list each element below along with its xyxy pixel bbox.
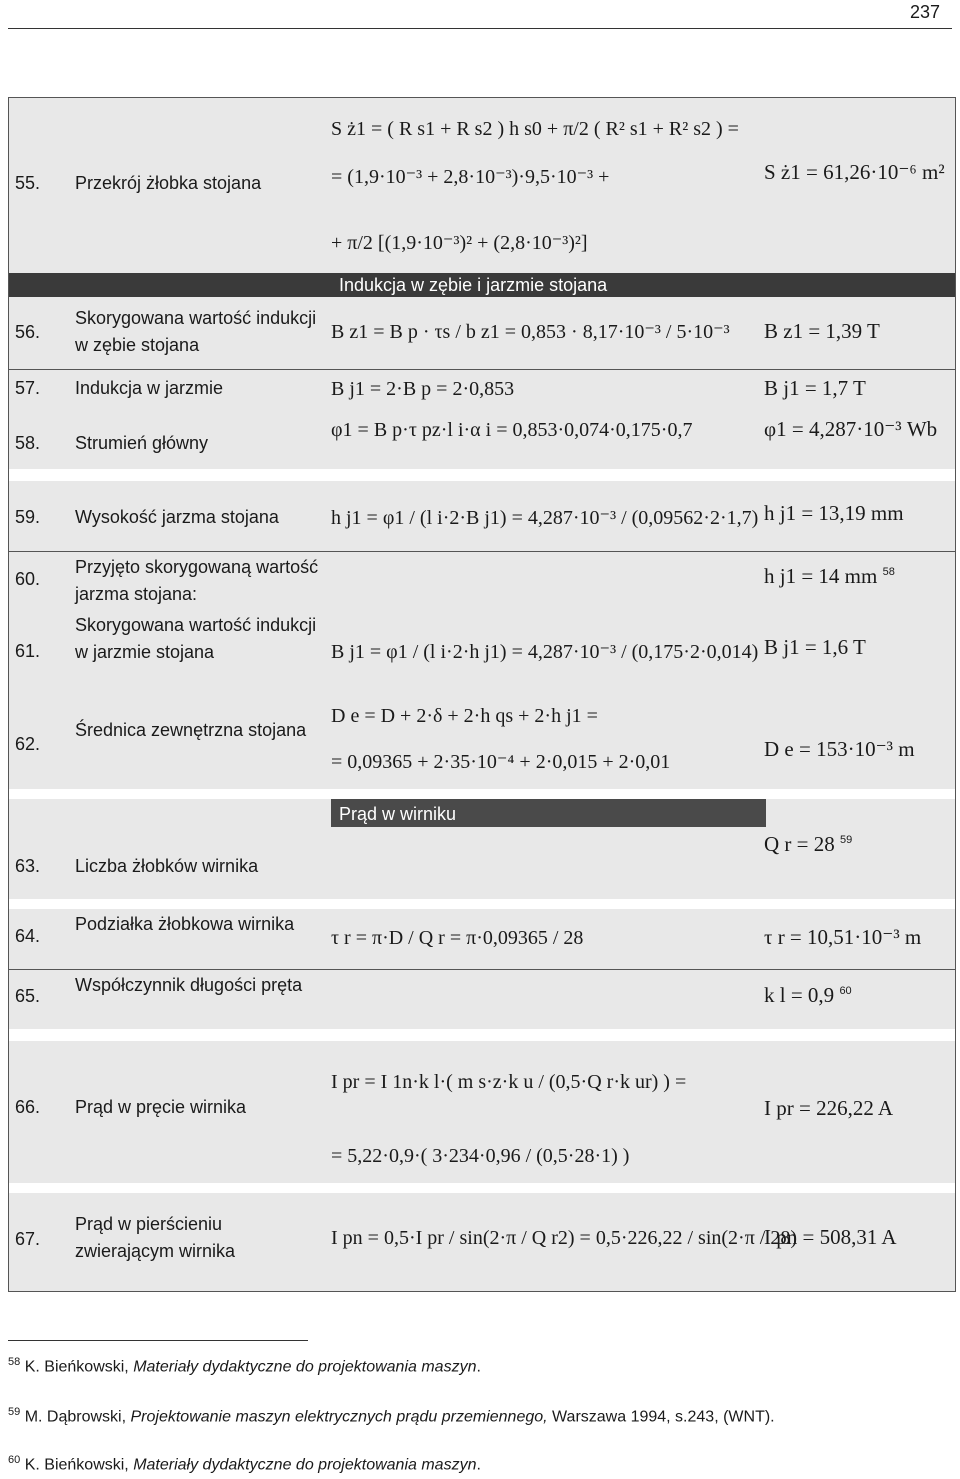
footnote <box>8 1402 775 1427</box>
footnote-author: K. Bieńkowski, <box>24 1456 134 1474</box>
footnote-author: M. Dąbrowski, <box>24 1408 131 1426</box>
formula-line: B z1 = B p · τs / b z1 = 0,853 · 8,17·10⁻³ / 5·10⁻³ <box>331 321 730 343</box>
table-row <box>9 1193 955 1290</box>
row-number: 56. <box>15 322 41 342</box>
footnote-author: K. Bieńkowski, <box>24 1358 134 1376</box>
footnote <box>8 1450 481 1475</box>
table-row <box>9 369 955 409</box>
row-formula <box>331 116 766 256</box>
formula-line: h j1 = φ1 / (l i·2·B j1) = 4,287·10⁻³ / (0,09562·2·1,7) <box>331 507 759 529</box>
row-formula <box>331 639 766 665</box>
row-number: 63. <box>15 856 41 876</box>
result-value: h j1 = 14 mm <box>764 564 878 588</box>
footnote <box>8 1352 481 1377</box>
table-row <box>9 969 955 1029</box>
row-name: Indukcja w jarzmie <box>75 378 224 398</box>
row-formula <box>331 1069 766 1169</box>
section-title: Indukcja w zębie i jarzmie stojana <box>339 275 608 295</box>
row-number: 58. <box>15 433 41 453</box>
calculation-table <box>8 97 956 1292</box>
table-row <box>9 609 955 699</box>
formula-line: = 0,09365 + 2·35·10⁻⁴ + 2·0,015 + 2·0,01 <box>331 751 671 773</box>
row-spacer <box>9 469 955 481</box>
formula-line: D e = D + 2·δ + 2·h qs + 2·h j1 = <box>331 705 598 727</box>
result-value: Q r = 28 <box>764 832 835 856</box>
footnote-ref: 58 <box>8 1356 21 1368</box>
table-row <box>9 409 955 469</box>
row-name: Podziałka żłobkowa wirnika <box>75 914 295 934</box>
table-row <box>9 699 955 789</box>
footnote-title: Projektowanie maszyn elektrycznych prądu przemiennego, <box>130 1408 548 1426</box>
row-number: 66. <box>15 1097 41 1117</box>
row-spacer <box>9 899 955 909</box>
row-name: Wysokość jarzma stojana <box>75 507 279 527</box>
formula-line: I pn = 0,5·I pr / sin(2·π / Q r2) = 0,5·226,22 / sin(2·π / 28) <box>331 1227 798 1249</box>
section-title: Prąd w wirniku <box>339 804 457 824</box>
row-spacer <box>9 789 955 799</box>
formula-line: B j1 = 2·B p = 2·0,853 <box>331 378 515 400</box>
row-formula <box>331 703 766 775</box>
formula-line: S ż1 = ( R s1 + R s2 ) h s0 + π/2 ( R² s1 + R² s2 ) = <box>331 118 739 140</box>
row-result <box>764 832 959 857</box>
table-row <box>9 909 955 969</box>
row-name: Współczynnik długości pręta <box>75 975 303 995</box>
row-name: Strumień główny <box>75 433 209 453</box>
page-number: 237 <box>909 2 940 22</box>
table-row <box>9 827 955 899</box>
row-result: I pr = 226,22 A <box>764 1096 894 1120</box>
row-formula <box>331 505 766 531</box>
row-result: I pn = 508,31 A <box>764 1225 897 1249</box>
footnote-ref: 60 <box>8 1454 21 1466</box>
row-number: 62. <box>15 734 41 754</box>
row-name: Prąd w pręcie wirnika <box>75 1097 247 1117</box>
footnote-ref: 58 <box>882 566 895 578</box>
row-result: B z1 = 1,39 T <box>764 319 880 343</box>
footnote-rule <box>8 1340 308 1341</box>
footnote-tail: Warszawa 1994, s.243, (WNT). <box>547 1408 775 1426</box>
formula-line: τ r = π·D / Q r = π·0,09365 / 28 <box>331 927 584 949</box>
formula-line: B j1 = φ1 / (l i·2·h j1) = 4,287·10⁻³ / (0,175·2·0,014) <box>331 641 759 663</box>
footnote-tail: . <box>476 1358 481 1376</box>
formula-line: = 5,22·0,9·( 3·234·0,96 / (0,5·28·1) ) <box>331 1145 630 1167</box>
table-row <box>9 98 955 273</box>
formula-line: I pr = I 1n·k l·( m s·z·k u / (0,5·Q r·k ur) ) = <box>331 1071 687 1093</box>
row-number: 65. <box>15 986 41 1006</box>
row-result: S ż1 = 61,26·10⁻⁶ m² <box>764 160 945 184</box>
row-result: h j1 = 13,19 mm <box>764 501 904 525</box>
footnote-title: Materiały dydaktyczne do projektowania maszyn <box>133 1358 477 1376</box>
row-formula <box>331 319 766 345</box>
formula-line: = (1,9·10⁻³ + 2,8·10⁻³)·9,5·10⁻³ + <box>331 166 610 188</box>
row-formula <box>331 376 766 402</box>
row-name: Przyjęto skorygowaną wartość jarzma stojana: <box>75 557 319 604</box>
table-row <box>9 481 955 551</box>
footnote-ref: 60 <box>839 985 852 997</box>
result-value: k l = 0,9 <box>764 983 835 1007</box>
footnote-tail: . <box>476 1456 481 1474</box>
footnote-ref: 59 <box>8 1406 21 1418</box>
row-spacer <box>9 1029 955 1041</box>
row-result: B j1 = 1,6 T <box>764 635 866 659</box>
row-formula <box>331 417 766 443</box>
footnote-title: Materiały dydaktyczne do projektowania maszyn <box>133 1456 477 1474</box>
row-number: 59. <box>15 507 41 527</box>
row-number: 64. <box>15 926 41 946</box>
row-result <box>764 564 959 589</box>
row-name: Liczba żłobków wirnika <box>75 856 259 876</box>
row-name: Skorygowana wartość indukcji w jarzmie stojana <box>75 615 317 662</box>
row-result: B j1 = 1,7 T <box>764 376 866 400</box>
row-name: Średnica zewnętrzna stojana <box>75 720 307 740</box>
row-formula <box>331 925 766 951</box>
row-result: D e = 153·10⁻³ m <box>764 737 915 761</box>
row-name: Skorygowana wartość indukcji w zębie stojana <box>75 308 317 355</box>
row-result: φ1 = 4,287·10⁻³ Wb <box>764 417 938 441</box>
formula-line: + π/2 [(1,9·10⁻³)² + (2,8·10⁻³)²] <box>331 232 588 254</box>
formula-line: φ1 = B p·τ pz·l i·α i = 0,853·0,074·0,175·0,7 <box>331 419 693 441</box>
row-number: 61. <box>15 641 41 661</box>
table-row <box>9 297 955 369</box>
footnote-ref: 59 <box>840 834 853 846</box>
header-rule <box>8 28 952 29</box>
table-row <box>9 551 955 609</box>
row-spacer <box>9 1183 955 1193</box>
row-name: Prąd w pierścieniu zwierającym wirnika <box>75 1214 236 1261</box>
table-row <box>9 1041 955 1183</box>
row-number: 67. <box>15 1229 41 1249</box>
row-result: τ r = 10,51·10⁻³ m <box>764 925 922 949</box>
row-result <box>764 983 959 1008</box>
row-number: 60. <box>15 569 41 589</box>
row-number: 57. <box>15 378 41 398</box>
row-name: Przekrój żłobka stojana <box>75 173 262 193</box>
row-formula <box>331 1225 798 1251</box>
row-number: 55. <box>15 173 41 193</box>
